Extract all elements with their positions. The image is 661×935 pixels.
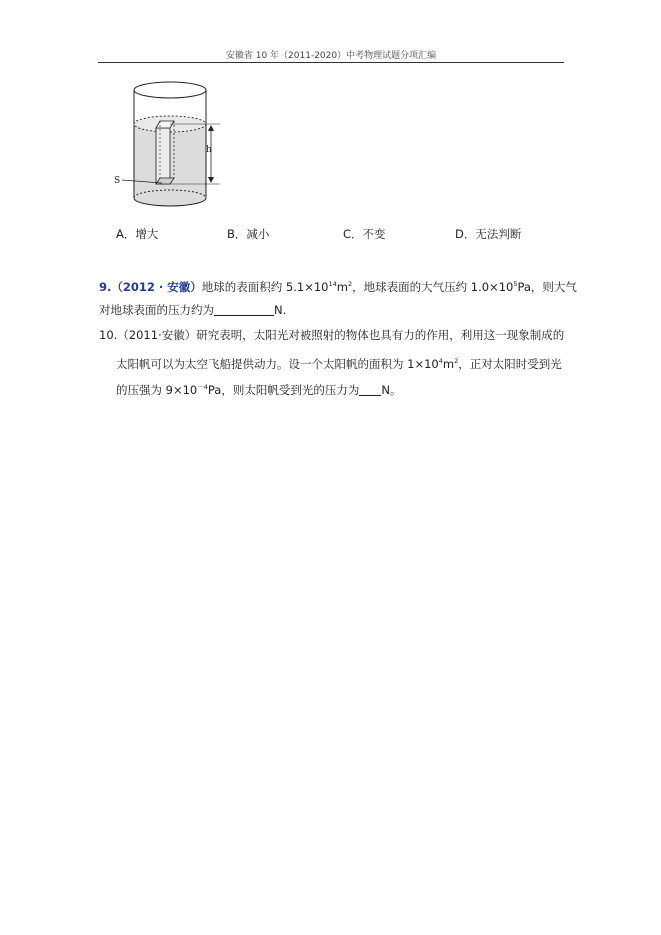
question-9 xyxy=(99,271,577,323)
q9-number: 9. xyxy=(99,280,112,294)
q10-source: （2011·安徽） xyxy=(117,328,197,342)
q9-answer-blank[interactable] xyxy=(214,303,274,316)
q10-answer-blank[interactable] xyxy=(359,383,381,396)
cylinder-figure xyxy=(110,80,220,225)
option-d: D．无法判断 xyxy=(455,227,522,241)
q10-line-3: 的压强为 $9\times 10^{-4}Pa$，则太阳帆受到光的压力为 N。 xyxy=(116,383,402,397)
tube-front xyxy=(156,128,170,184)
h-arrow-bottom xyxy=(208,177,214,183)
option-a: A．增大 xyxy=(116,227,159,241)
q9-source: （2012 · 安徽） xyxy=(111,280,202,294)
q10-line-2: 太阳帆可以为太空飞船提供动力。设一个太阳帆的面积为 $1\times 10^4m^2$，正对太阳时受到光 xyxy=(116,357,562,371)
s-label: S xyxy=(114,176,121,186)
cylinder-top-rim xyxy=(134,82,206,98)
option-c: C．不变 xyxy=(343,227,386,241)
page-header: 安徽省 10 年（2011-2020）中考物理试题分项汇编 xyxy=(225,51,437,61)
h-arrow-top xyxy=(208,125,214,131)
q9-line-2: 对地球表面的压力约为 N. xyxy=(99,303,287,317)
option-b: B．减小 xyxy=(227,227,270,241)
h-label: h xyxy=(206,145,212,155)
header-divider xyxy=(98,62,564,63)
q10-number: 10. xyxy=(99,328,118,342)
q9-line-1: 9.（2012 · 安徽）地球的表面积约 $5.1\times 10^{14}m^2$，地球表面的大气压约 $1.0\times 10^5Pa$，则大气 xyxy=(99,280,577,294)
answer-options xyxy=(116,226,546,242)
q10-line-1: 10.（2011·安徽）研究表明，太阳光对被照射的物体也具有力的作用，利用这一现象制成的 xyxy=(99,328,565,342)
question-10 xyxy=(99,322,569,400)
